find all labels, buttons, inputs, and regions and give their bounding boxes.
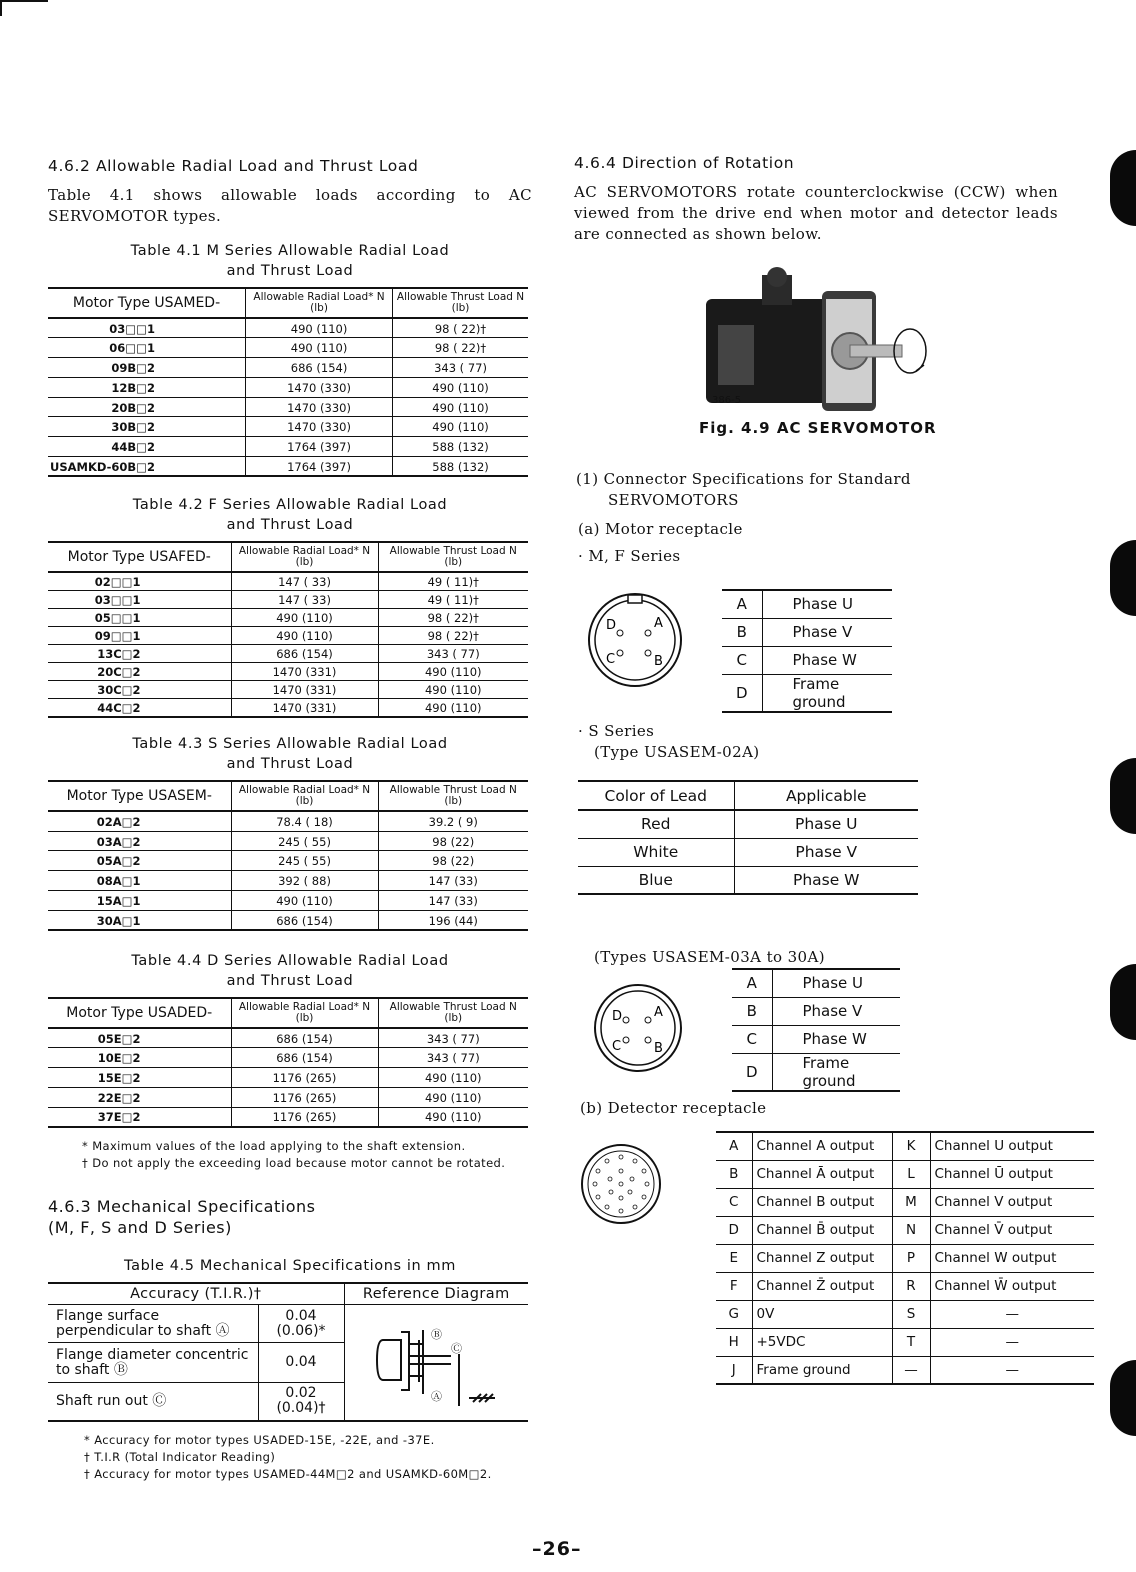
table-row xyxy=(578,810,918,838)
table-row xyxy=(48,811,528,831)
table-cell: 49 ( 11)† xyxy=(378,591,528,609)
column-header: Allowable Thrust Load N (lb) xyxy=(378,998,528,1028)
table-cell: P xyxy=(892,1244,930,1272)
shaft-runout-diagram xyxy=(361,1310,511,1410)
table-cell: 02A□2 xyxy=(48,811,231,831)
footnote: * Maximum values of the load applying to the shaft extension. xyxy=(82,1139,466,1154)
table-row xyxy=(48,1107,528,1127)
table-cell: 490 (110) xyxy=(231,627,378,645)
table-cell: 490 (110) xyxy=(231,609,378,627)
table-row xyxy=(48,699,528,718)
table-cell: Channel A output xyxy=(752,1132,892,1160)
crop-mark xyxy=(0,0,48,2)
table-cell: 147 (33) xyxy=(378,871,528,891)
detector-block xyxy=(574,1131,1094,1401)
table-cell: USAMKD-60B□2 xyxy=(48,457,246,477)
load-footnotes xyxy=(48,1138,532,1172)
table-cell: 22E□2 xyxy=(48,1088,231,1108)
diagram-label: Ⓐ xyxy=(431,1390,443,1404)
table-cell: White xyxy=(578,838,734,866)
table-cell: K xyxy=(892,1132,930,1160)
table-cell: B xyxy=(732,997,772,1025)
table-cell: Phase W xyxy=(734,866,918,894)
table-cell: — xyxy=(930,1300,1094,1328)
table-cell: 98 ( 22)† xyxy=(378,609,528,627)
column-header: Motor Type USAFED- xyxy=(48,542,231,572)
table-row xyxy=(48,377,528,397)
table-cell: 30A□1 xyxy=(48,910,231,930)
s-receptacle-diagram xyxy=(592,982,684,1074)
table-cell: 686 (154) xyxy=(231,910,378,930)
table-cell: 02□□1 xyxy=(48,572,231,591)
column-header: Allowable Thrust Load N (lb) xyxy=(378,781,528,811)
section-heading: 4.6.3 Mechanical Specifications (M, F, S and D Series) xyxy=(48,1197,316,1238)
table-cell: 15A□1 xyxy=(48,891,231,911)
footnote: † Do not apply the exceeding load because motor cannot be rotated. xyxy=(82,1156,506,1171)
column-header: Applicable xyxy=(734,781,918,810)
table-cell: B xyxy=(716,1160,752,1188)
motor-receptacle-diagram xyxy=(586,591,684,689)
footnote: † T.I.R (Total Indicator Reading) xyxy=(84,1449,276,1464)
table-cell: 588 (132) xyxy=(393,437,528,457)
table-cell: 686 (154) xyxy=(231,1048,378,1068)
section-heading: 4.6.4 Direction of Rotation xyxy=(574,154,795,172)
diagram-label: Ⓑ xyxy=(431,1328,443,1342)
table-cell: 30C□2 xyxy=(48,681,231,699)
table-row xyxy=(732,1053,900,1091)
table-cell: 343 ( 77) xyxy=(393,358,528,378)
table-cell: — xyxy=(930,1356,1094,1384)
column-header: Accuracy (T.I.R.)† xyxy=(48,1283,344,1305)
table-cell: Phase U xyxy=(762,590,892,618)
table-cell: L xyxy=(892,1160,930,1188)
table-cell: 98 ( 22)† xyxy=(378,627,528,645)
table-row xyxy=(716,1188,1094,1216)
column-header: Reference Diagram xyxy=(344,1283,528,1305)
table-cell: 490 (110) xyxy=(378,1068,528,1088)
table-row xyxy=(716,1160,1094,1188)
table-row xyxy=(722,646,892,674)
table-row xyxy=(722,674,892,712)
table-cell: 44B□2 xyxy=(48,437,246,457)
mf-pin-table xyxy=(722,589,892,713)
column-header: Color of Lead xyxy=(578,781,734,810)
spec-value: 0.04 xyxy=(258,1343,344,1383)
s-series-type: (Type USASEM-02A) xyxy=(594,743,760,761)
table-cell: 1470 (331) xyxy=(231,663,378,681)
intro-paragraph: Table 4.1 shows allowable loads according to AC SERVOMOTOR types. xyxy=(48,186,532,225)
table-cell: 1176 (265) xyxy=(231,1088,378,1108)
table-cell: 490 (110) xyxy=(378,663,528,681)
table-cell: Channel Ū output xyxy=(930,1160,1094,1188)
binder-hole xyxy=(1110,150,1136,226)
table-4-5 xyxy=(48,1282,528,1422)
table-cell: 06□□1 xyxy=(48,338,246,358)
table-4-3 xyxy=(48,780,528,931)
table-cell: H xyxy=(716,1328,752,1356)
table-row xyxy=(48,457,528,477)
s-series-label: · S Series xyxy=(578,722,655,740)
diagram-label: Ⓒ xyxy=(451,1342,463,1356)
table-cell: 1470 (330) xyxy=(246,417,393,437)
table-cell: 1470 (330) xyxy=(246,397,393,417)
table-cell: D xyxy=(732,1053,772,1091)
spec-value: 0.04 (0.06)* xyxy=(258,1305,344,1343)
table-cell: 1176 (265) xyxy=(231,1107,378,1127)
reference-diagram xyxy=(344,1305,528,1421)
table-cell: C xyxy=(716,1188,752,1216)
table-cell: Phase V xyxy=(772,997,900,1025)
table-cell: 03□□1 xyxy=(48,591,231,609)
table-cell: Phase V xyxy=(762,618,892,646)
mf-connector-block xyxy=(574,575,1094,711)
table-row xyxy=(48,831,528,851)
table-cell: M xyxy=(892,1188,930,1216)
rotation-paragraph: AC SERVOMOTORS rotate counterclockwise (CCW) when viewed from the drive end when motor and detector leads are connected as shown below. xyxy=(574,183,1058,243)
table-cell: 05E□2 xyxy=(48,1028,231,1048)
table-cell: A xyxy=(732,969,772,997)
table-row xyxy=(48,358,528,378)
table-row xyxy=(48,1048,528,1068)
table-cell: Channel V output xyxy=(930,1188,1094,1216)
table-row xyxy=(732,969,900,997)
table-caption: Table 4.2 F Series Allowable Radial Load and Thrust Load xyxy=(132,497,448,534)
table-cell: 49 ( 11)† xyxy=(378,572,528,591)
table-row xyxy=(48,681,528,699)
table-cell: 686 (154) xyxy=(231,1028,378,1048)
table-caption: Table 4.5 Mechanical Specifications in mm xyxy=(124,1258,456,1275)
table-row xyxy=(716,1132,1094,1160)
table-cell: N xyxy=(892,1216,930,1244)
table-cell: 98 ( 22)† xyxy=(393,338,528,358)
table-cell: 686 (154) xyxy=(246,358,393,378)
table-row xyxy=(732,1025,900,1053)
table-cell: 37E□2 xyxy=(48,1107,231,1127)
column-header: Allowable Radial Load* N (lb) xyxy=(231,781,378,811)
detector-pin-table xyxy=(716,1131,1094,1385)
table-row xyxy=(578,866,918,894)
table-cell: Channel W output xyxy=(930,1244,1094,1272)
table-row xyxy=(48,1028,528,1048)
pin-label: B xyxy=(654,654,663,669)
table-cell: 245 ( 55) xyxy=(231,851,378,871)
table-cell: 343 ( 77) xyxy=(378,645,528,663)
table-row xyxy=(48,338,528,358)
s-connector-block xyxy=(574,972,1094,1090)
table-row xyxy=(48,437,528,457)
column-header: Allowable Radial Load* N (lb) xyxy=(231,998,378,1028)
table-row xyxy=(48,871,528,891)
table-caption: Table 4.3 S Series Allowable Radial Load and Thrust Load xyxy=(132,736,448,773)
table-row xyxy=(716,1356,1094,1384)
binder-hole xyxy=(1110,1360,1136,1436)
pin-label: D xyxy=(606,618,617,633)
table-cell: 343 ( 77) xyxy=(378,1048,528,1068)
figure-caption: Fig. 4.9 AC SERVOMOTOR xyxy=(699,419,937,437)
table-cell: 12B□2 xyxy=(48,377,246,397)
table-cell: 588 (132) xyxy=(393,457,528,477)
table-cell: +5VDC xyxy=(752,1328,892,1356)
table-row xyxy=(716,1300,1094,1328)
table-cell: S xyxy=(892,1300,930,1328)
table-cell: R xyxy=(892,1272,930,1300)
page-number: –26– xyxy=(532,1538,582,1560)
column-header: Motor Type USAMED- xyxy=(48,288,246,318)
table-row xyxy=(716,1216,1094,1244)
table-cell: Phase U xyxy=(772,969,900,997)
table-cell: Frame ground xyxy=(752,1356,892,1384)
table-cell: Channel Z̄ output xyxy=(752,1272,892,1300)
table-cell: Phase U xyxy=(734,810,918,838)
table-cell: Frame ground xyxy=(762,674,892,712)
connector-heading: (1) Connector Specifications for Standard SERVOMOTORS xyxy=(576,470,911,509)
pin-label: C xyxy=(606,652,616,667)
table-cell: 0V xyxy=(752,1300,892,1328)
table-cell: 392 ( 88) xyxy=(231,871,378,891)
servomotor-photo xyxy=(702,265,938,415)
pin-label: C xyxy=(612,1039,622,1054)
table-cell: 98 (22) xyxy=(378,831,528,851)
pin-label: A xyxy=(654,1005,663,1020)
table-cell: 1176 (265) xyxy=(231,1068,378,1088)
detector-receptacle-diagram xyxy=(580,1143,662,1225)
table-cell: T xyxy=(892,1328,930,1356)
table-cell: 03□□1 xyxy=(48,318,246,338)
spec-label: Flange surface perpendicular to shaft Ⓐ xyxy=(48,1305,258,1343)
table-cell: 490 (110) xyxy=(246,338,393,358)
column-header: Allowable Radial Load* N (lb) xyxy=(231,542,378,572)
table-cell: Red xyxy=(578,810,734,838)
table-cell: 1764 (397) xyxy=(246,437,393,457)
table-cell: A xyxy=(722,590,762,618)
table-row xyxy=(48,1068,528,1088)
table-row xyxy=(48,891,528,911)
table-cell: Channel Z output xyxy=(752,1244,892,1272)
footnote: * Accuracy for motor types USADED-15E, -22E, and -37E. xyxy=(84,1432,435,1447)
table-cell: 196 (44) xyxy=(378,910,528,930)
table-cell: Phase W xyxy=(762,646,892,674)
table-cell: 147 ( 33) xyxy=(231,591,378,609)
table-row xyxy=(48,397,528,417)
table-row xyxy=(48,1088,528,1108)
table-cell: 147 ( 33) xyxy=(231,572,378,591)
section-heading: 4.6.2 Allowable Radial Load and Thrust Load xyxy=(48,157,419,175)
table-cell: 490 (110) xyxy=(378,699,528,718)
table-row xyxy=(578,838,918,866)
table-cell: Channel U output xyxy=(930,1132,1094,1160)
lead-color-table xyxy=(578,780,918,895)
table-cell: C xyxy=(722,646,762,674)
table-cell: G xyxy=(716,1300,752,1328)
column-header: Motor Type USASEM- xyxy=(48,781,231,811)
table-row xyxy=(48,417,528,437)
table-cell: Channel B̄ output xyxy=(752,1216,892,1244)
table-cell: 30B□2 xyxy=(48,417,246,437)
table-row xyxy=(732,997,900,1025)
table-cell: 09□□1 xyxy=(48,627,231,645)
motor-receptacle-label: (a) Motor receptacle xyxy=(578,520,743,538)
table-row xyxy=(722,590,892,618)
table-cell: Channel B output xyxy=(752,1188,892,1216)
table-row xyxy=(48,609,528,627)
table-cell: 98 (22) xyxy=(378,851,528,871)
table-row xyxy=(48,318,528,338)
table-row xyxy=(716,1272,1094,1300)
table-cell: 20B□2 xyxy=(48,397,246,417)
column-header: Allowable Radial Load* N (lb) xyxy=(246,288,393,318)
table-cell: 245 ( 55) xyxy=(231,831,378,851)
table-cell: A xyxy=(716,1132,752,1160)
column-header: Allowable Thrust Load N (lb) xyxy=(378,542,528,572)
table-cell: 44C□2 xyxy=(48,699,231,718)
spec-label: Flange diameter concentric to shaft Ⓑ xyxy=(48,1343,258,1383)
table-cell: 20C□2 xyxy=(48,663,231,681)
table-row xyxy=(48,851,528,871)
table-cell: 05□□1 xyxy=(48,609,231,627)
table-cell: 490 (110) xyxy=(378,1088,528,1108)
table-4-4 xyxy=(48,997,528,1128)
table-cell: E xyxy=(716,1244,752,1272)
table-cell: Channel Ā output xyxy=(752,1160,892,1188)
table-cell: 10E□2 xyxy=(48,1048,231,1068)
table-cell: 343 ( 77) xyxy=(378,1028,528,1048)
table-cell: J xyxy=(716,1356,752,1384)
table-row xyxy=(48,645,528,663)
spec-value: 0.02 (0.04)† xyxy=(258,1383,344,1421)
table-cell: 490 (110) xyxy=(378,681,528,699)
binder-hole xyxy=(1110,964,1136,1040)
table-cell: 147 (33) xyxy=(378,891,528,911)
table-cell: 39.2 ( 9) xyxy=(378,811,528,831)
table-cell: Phase V xyxy=(734,838,918,866)
table-cell: D xyxy=(716,1216,752,1244)
table-caption: Table 4.1 M Series Allowable Radial Load and Thrust Load xyxy=(130,243,450,279)
table-cell: C xyxy=(732,1025,772,1053)
table-cell: 686 (154) xyxy=(231,645,378,663)
table-cell: D xyxy=(722,674,762,712)
detector-receptacle-label: (b) Detector receptacle xyxy=(580,1099,767,1117)
table-cell: 490 (110) xyxy=(393,377,528,397)
table-row xyxy=(48,591,528,609)
column-header: Allowable Thrust Load N (lb) xyxy=(393,288,528,318)
table-cell: 490 (110) xyxy=(393,417,528,437)
table-row xyxy=(48,663,528,681)
table-row xyxy=(48,627,528,645)
table-cell: 490 (110) xyxy=(378,1107,528,1127)
table-4-2 xyxy=(48,541,528,718)
table-cell: 490 (110) xyxy=(231,891,378,911)
table-cell: Blue xyxy=(578,866,734,894)
table-row xyxy=(48,910,528,930)
table-cell: 78.4 ( 18) xyxy=(231,811,378,831)
table-cell: — xyxy=(892,1356,930,1384)
binder-hole xyxy=(1110,758,1136,834)
mf-series-label: · M, F Series xyxy=(578,547,681,565)
photo-number: 386-5 xyxy=(712,395,742,406)
table-cell: 08A□1 xyxy=(48,871,231,891)
table-cell: Phase W xyxy=(772,1025,900,1053)
table-cell: Frame ground xyxy=(772,1053,900,1091)
table-cell: 13C□2 xyxy=(48,645,231,663)
table-cell: Channel V̄ output xyxy=(930,1216,1094,1244)
pin-label: B xyxy=(654,1041,663,1056)
table-cell: 09B□2 xyxy=(48,358,246,378)
table-cell: 15E□2 xyxy=(48,1068,231,1088)
table-cell: — xyxy=(930,1328,1094,1356)
table-cell: 1470 (331) xyxy=(231,681,378,699)
footnote: † Accuracy for motor types USAMED-44M□2 and USAMKD-60M□2. xyxy=(84,1466,492,1481)
table-row xyxy=(48,572,528,591)
spec-label: Shaft run out Ⓒ xyxy=(48,1383,258,1421)
table-cell: 03A□2 xyxy=(48,831,231,851)
pin-label: A xyxy=(654,616,663,631)
table-row xyxy=(716,1244,1094,1272)
table-caption: Table 4.4 D Series Allowable Radial Load and Thrust Load xyxy=(131,953,449,990)
table-cell: 490 (110) xyxy=(393,397,528,417)
table-cell: Channel W̄ output xyxy=(930,1272,1094,1300)
mech-footnotes xyxy=(48,1432,532,1483)
types-s-label: (Types USASEM-03A to 30A) xyxy=(594,948,825,966)
table-cell: 05A□2 xyxy=(48,851,231,871)
table-4-1 xyxy=(48,287,528,477)
table-cell: B xyxy=(722,618,762,646)
crop-mark xyxy=(0,0,2,16)
table-cell: F xyxy=(716,1272,752,1300)
left-column xyxy=(48,157,532,1483)
table-cell: 1470 (330) xyxy=(246,377,393,397)
pin-label: D xyxy=(612,1009,623,1024)
column-header: Motor Type USADED- xyxy=(48,998,231,1028)
table-row xyxy=(716,1328,1094,1356)
right-column xyxy=(574,154,1094,1401)
table-cell: 98 ( 22)† xyxy=(393,318,528,338)
table-cell: 490 (110) xyxy=(246,318,393,338)
binder-hole xyxy=(1110,540,1136,616)
table-row xyxy=(722,618,892,646)
s-pin-table xyxy=(732,968,900,1092)
table-cell: 1764 (397) xyxy=(246,457,393,477)
table-cell: 1470 (331) xyxy=(231,699,378,718)
